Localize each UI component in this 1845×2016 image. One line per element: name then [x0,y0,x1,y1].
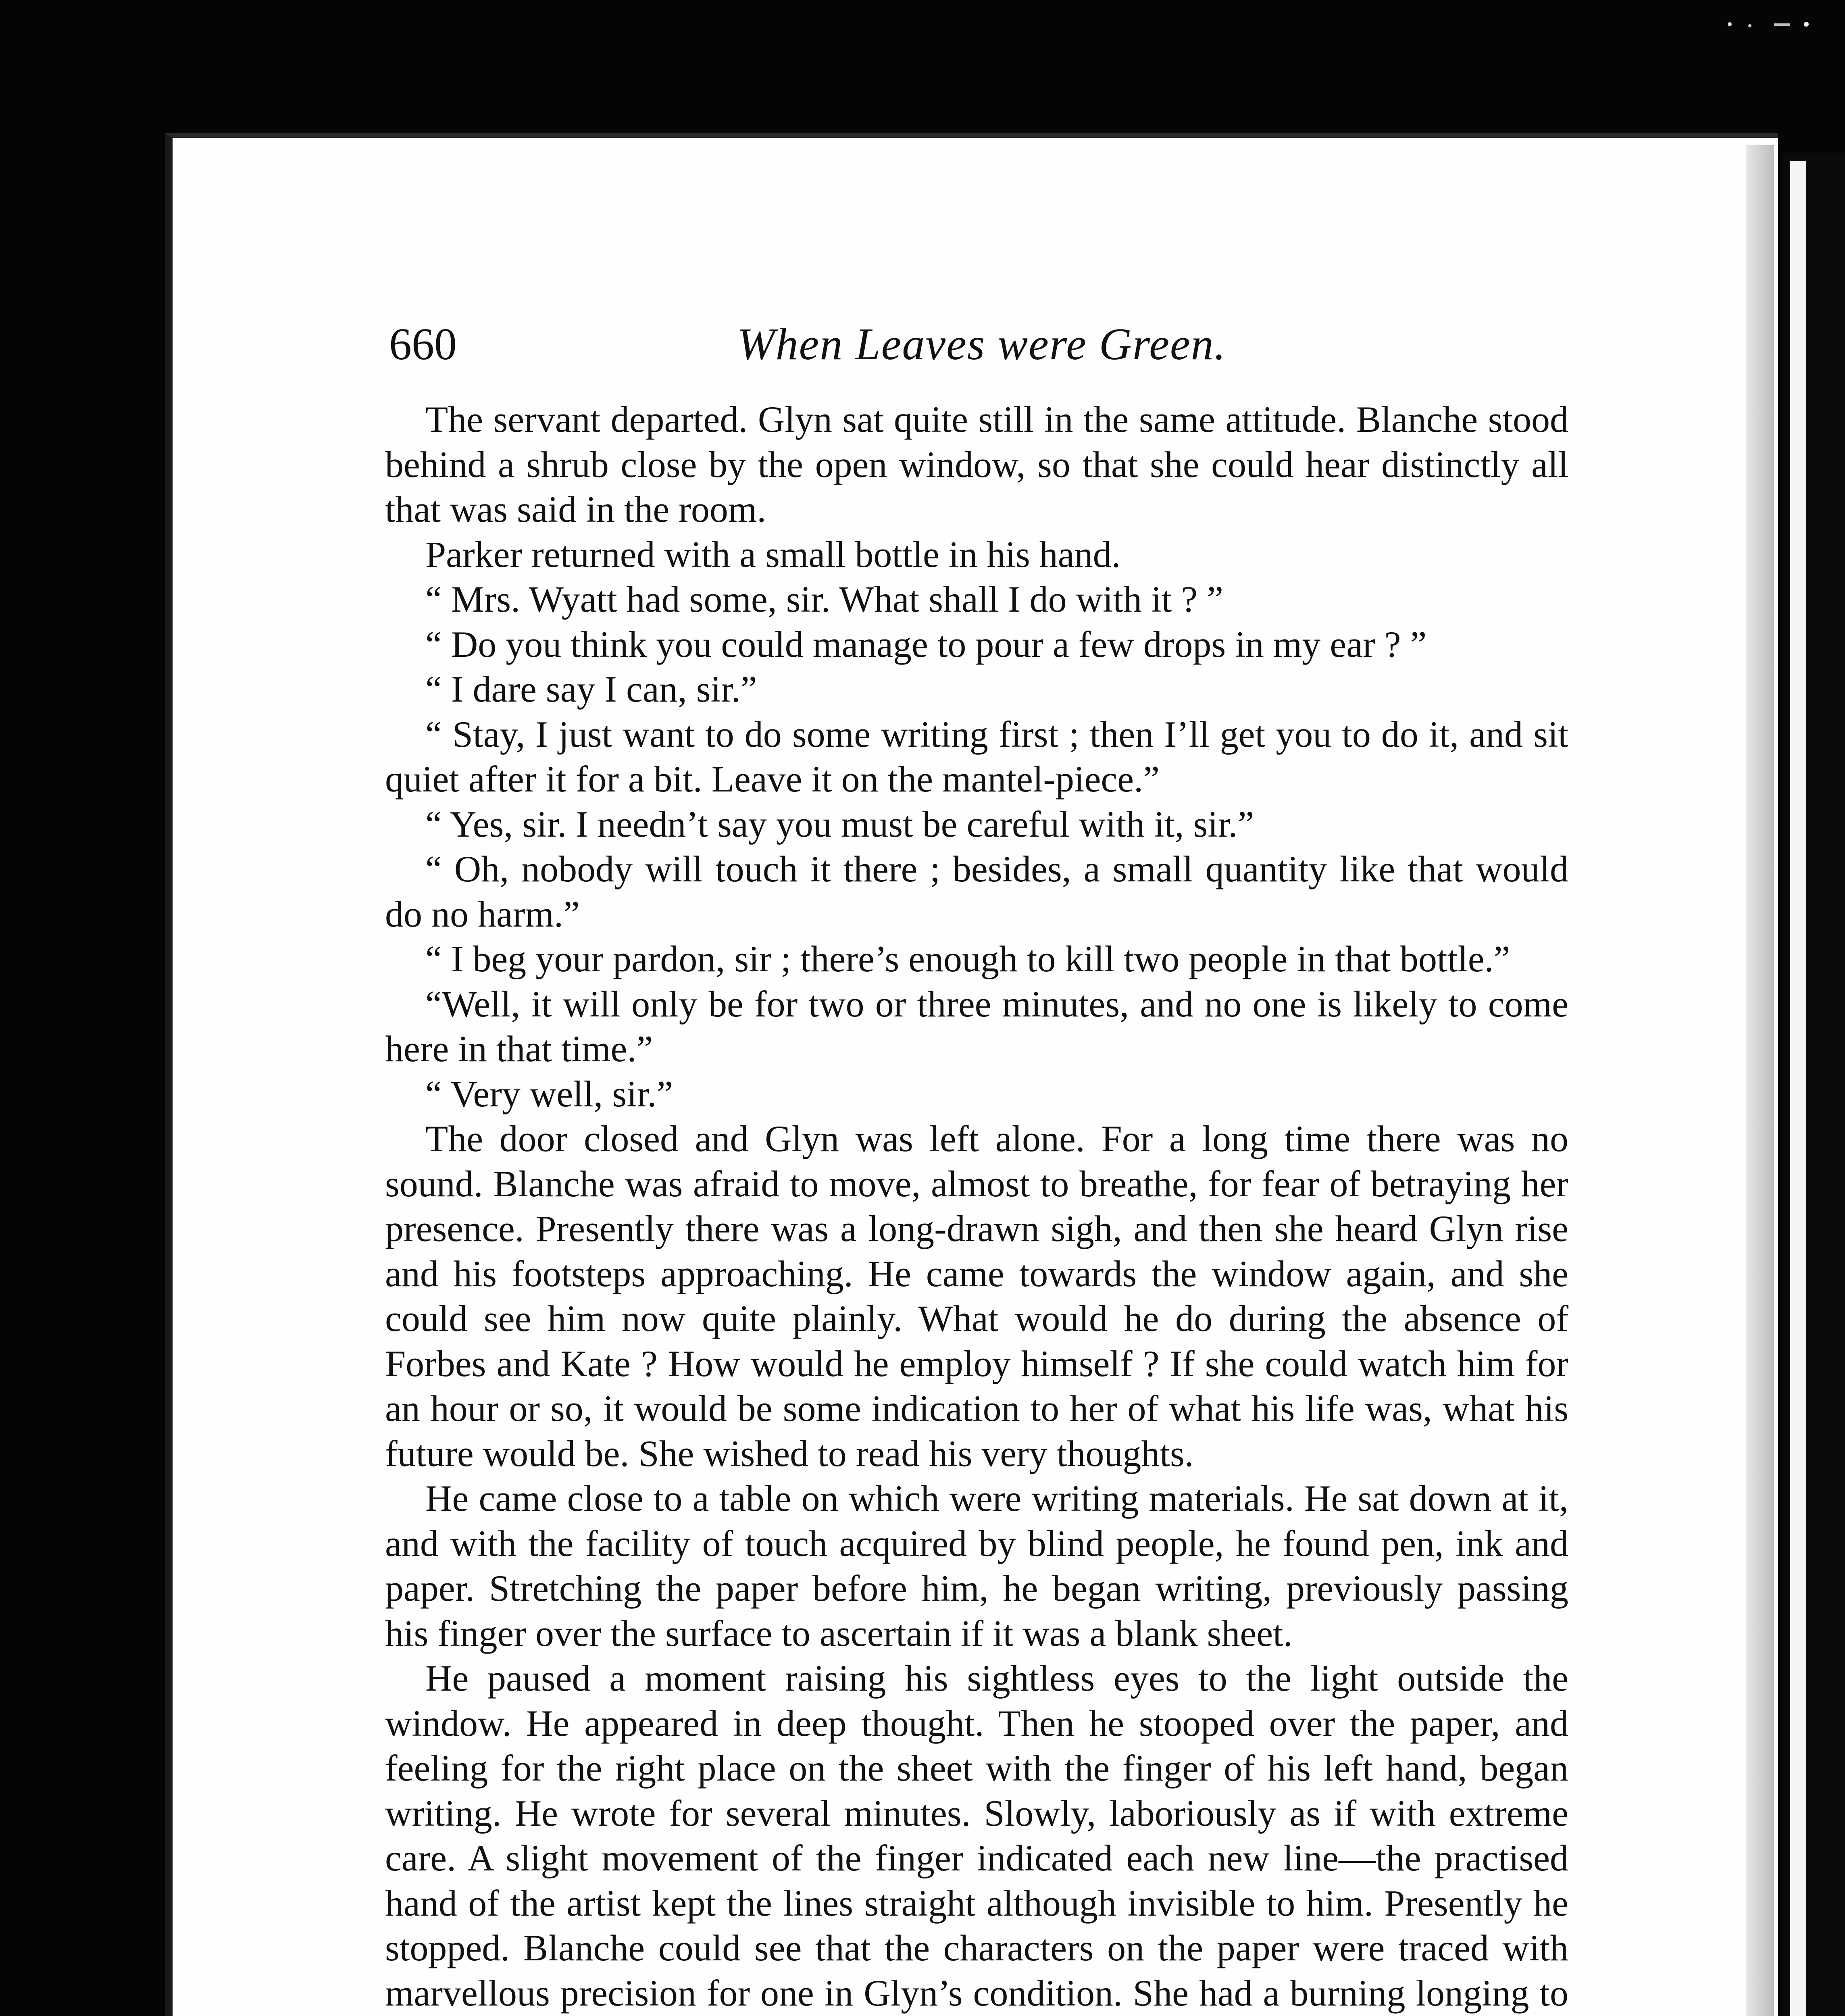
paragraph: “ Very well, sir.” [425,1073,673,1114]
paragraph: “ I beg your pardon, sir ; there’s enough to kill two people in that bottle.” [425,938,1510,979]
scan-speck-marks [1714,12,1835,36]
running-head [389,319,1574,375]
paragraph: The door closed and Glyn was left alone. For a long time there was no sound. Blanche was afraid to move, almost to breathe, for fear of betraying her presence. Presently there was a long-drawn sigh, and then she heard Glyn rise and his footsteps approaching. He came towards the window again, and she could see him now quite plainly. What would he do during the absence of Forbes and Kate ? How would he employ himself ? If she could watch him for an hour or so, it would be some indication to her of what his life was, what his future would be. She wished to read his very thoughts. [385,1118,1568,1474]
paragraph: “ Do you think you could manage to pour a few drops in my ear ? ” [425,623,1427,665]
paragraph: “Well, it will only be for two or three minutes, and no one is likely to come here in that time.” [385,983,1568,1069]
paragraph: Parker returned with a small bottle in his hand. [425,533,1121,575]
paragraph: The servant departed. Glyn sat quite still in the same attitude. Blanche stood behind a shrub close by the open window, so that she could hear distinctly all that was said in the room. [385,399,1568,530]
paragraph: “ I dare say I can, sir.” [425,669,757,710]
paragraph: “ Yes, sir. I needn’t say you must be careful with it, sir.” [425,803,1254,845]
paragraph: “ Stay, I just want to do some writing first ; then I’ll get you to do it, and sit quiet after it for a bit. Leave it on the mantel-piece.” [385,713,1568,800]
body-text [385,397,1568,2016]
adjacent-page-edge [1790,161,1806,2016]
page-number: 660 [389,319,457,369]
paragraph: He came close to a table on which were writing materials. He sat down at it, and with the facility of touch acquired by blind people, he found pen, ink and paper. Stretching the paper before him, he began writing, previously passing his finger over the surface to ascertain if it was a blank sheet. [385,1478,1568,1654]
page-edge-shadow [1746,145,1774,2016]
running-title: When Leaves were Green. [737,319,1227,369]
paragraph: “ Oh, nobody will touch it there ; besides, a small quantity like that would do no harm.” [385,848,1568,935]
paragraph: He paused a moment raising his sightless eyes to the light outside the window. He appeared in deep thought. Then he stooped over the paper, and feeling for the right place on the sheet with the finger of his left hand, began writing. He wrote for several minutes. Slowly, laboriously as if with extreme care. A slight movement of the finger indicated each new line—the practised hand of the artist kept the lines straight although invisible to him. Presently he stopped. Blanche could see that the characters on the paper were traced with marvellous precision for one in Glyn’s condition. She had a burning longing to [385,1658,1568,2014]
paragraph: “ Mrs. Wyatt had some, sir. What shall I do with it ? ” [425,579,1223,620]
